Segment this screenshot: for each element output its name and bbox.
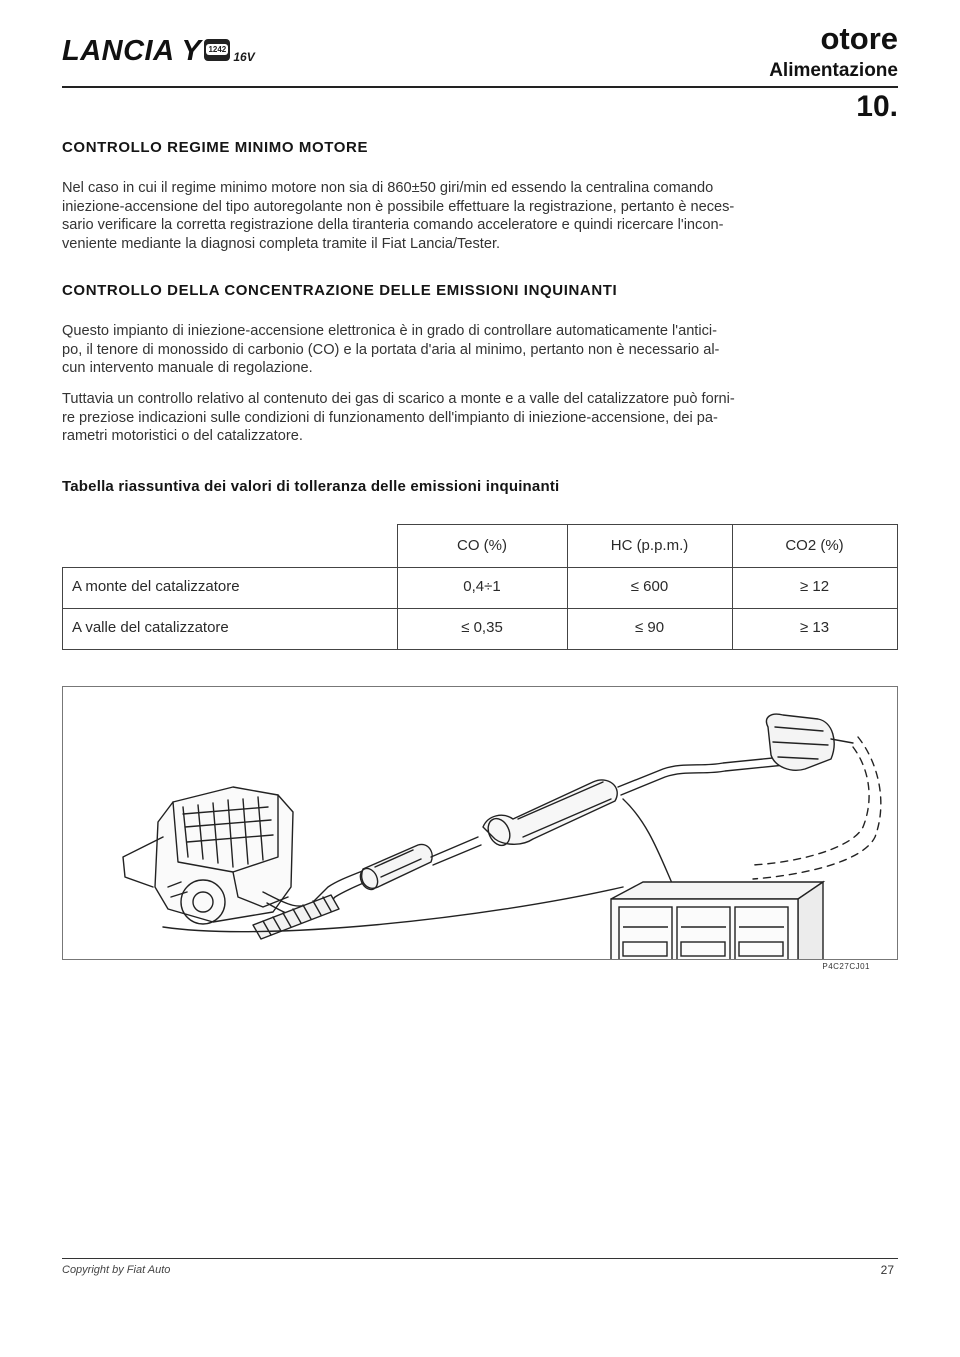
table-rule [62, 649, 898, 650]
engine-badge-label: 1242 [206, 44, 228, 55]
exhaust-system-figure [62, 686, 898, 960]
engine-badge-icon [204, 39, 230, 61]
text-line: re preziose indicazioni sulle condizioni di funzionamento dell'impianto di iniezione-accensione, dei pa- [62, 409, 718, 426]
column-header-hc: HC (p.p.m.) [610, 537, 689, 554]
table-rule [62, 567, 63, 650]
section-number: 10. [856, 90, 898, 123]
row-label-downstream: A valle del catalizzatore [72, 619, 229, 636]
text-line: rametri motoristici o del catalizzatore. [62, 428, 303, 444]
paragraph-emissions-intro [62, 322, 898, 378]
section-heading-idle-check: CONTROLLO REGIME MINIMO MOTORE [62, 139, 369, 156]
table-rule [397, 524, 898, 525]
table-rule [62, 608, 898, 609]
text-line: iniezione-accensione del tipo autoregolante non è possibile effettuare la registrazione, pertanto è neces- [62, 198, 735, 215]
column-header-co2: CO2 (%) [785, 537, 844, 554]
brand-logo [62, 22, 255, 66]
catalyst-drawing [357, 844, 432, 892]
text-line: cun intervento manuale di regolazione. [62, 360, 313, 376]
text-line: Questo impianto di iniezione-accensione elettronica è in grado di controllare automaticamente l'antici- [62, 323, 718, 339]
exhaust-system-illustration [63, 687, 897, 959]
figure-code: P4C27CJ01 [822, 962, 870, 971]
table-rule [897, 524, 898, 650]
paragraph-idle-check [62, 179, 898, 253]
text-line: po, il tenore di monossido di carbonio (CO) e la portata d'aria al minimo, pertanto non è necessario al- [62, 341, 720, 358]
section-heading-emissions: CONTROLLO DELLA CONCENTRAZIONE DELLE EMISSIONI INQUINANTI [62, 282, 618, 299]
chapter-subtitle: Alimentazione [769, 60, 898, 81]
text-line: sario verificare la corretta registrazione della tiranteria comando acceleratore e quindi ricercare l'incon- [62, 217, 724, 233]
paragraph-emissions-detail [62, 390, 898, 446]
chapter-title: otore [820, 21, 898, 56]
table-cell: ≤ 90 [634, 619, 665, 636]
text-line: Tuttavia un controllo relativo al contenuto dei gas di scarico a monte e a valle del catalizzatore può forni- [62, 391, 735, 407]
table-cell: ≥ 12 [799, 578, 830, 595]
column-header-co: CO (%) [457, 537, 507, 554]
footer-divider [62, 1258, 898, 1259]
page-number: 27 [880, 1263, 894, 1277]
gas-analyser-drawing [611, 882, 823, 959]
rear-silencer-drawing [766, 714, 853, 770]
table-cell: ≤ 0,35 [461, 619, 503, 636]
text-line: Nel caso in cui il regime minimo motore non sia di 860±50 giri/min ed essendo la centralina comando [62, 180, 714, 196]
brand-name: LANCIA Y [62, 35, 202, 67]
table-rule [62, 567, 898, 568]
footer-copyright: Copyright by Fiat Auto [62, 1264, 171, 1276]
text-line: veniente mediante la diagnosi completa tramite il Fiat Lancia/Tester. [62, 235, 501, 252]
valve-tag: 16V [233, 50, 255, 64]
intermediate-silencer-drawing [483, 780, 617, 849]
table-cell: ≥ 13 [799, 619, 830, 636]
table-caption: Tabella riassuntiva dei valori di tolleranza delle emissioni inquinanti [62, 478, 560, 495]
emissions-table [62, 524, 898, 650]
row-label-upstream: A monte del catalizzatore [72, 578, 240, 595]
header-divider [62, 86, 898, 88]
table-cell: ≤ 600 [630, 578, 669, 595]
table-cell: 0,4÷1 [463, 578, 501, 595]
